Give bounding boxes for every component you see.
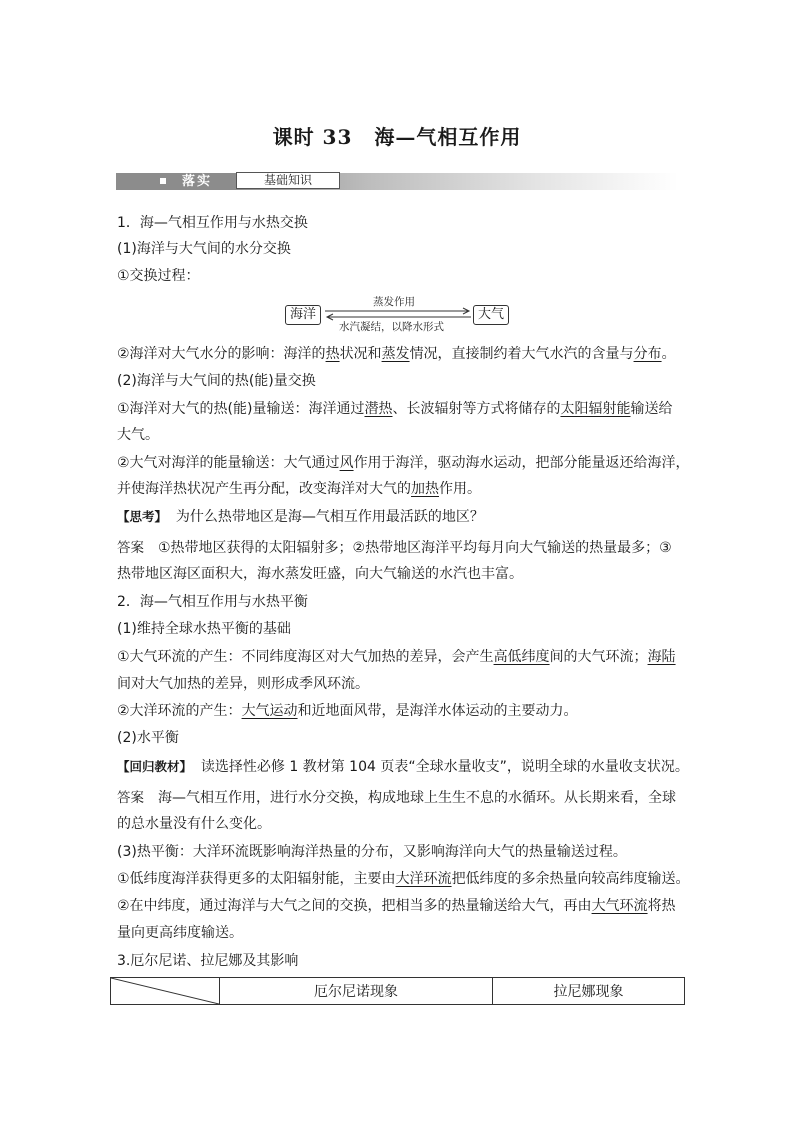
answer-1: 答案 ①热带地区获得的太阳辐射多；②热带地区海洋平均每月向大气输送的热量最多；③ <box>117 540 672 556</box>
section-header-bar <box>116 173 678 190</box>
enso-table <box>110 977 685 1005</box>
diagonal-line-icon <box>111 978 219 1004</box>
think-question: 【思考】 为什么热带地区是海—气相互作用最活跃的地区？ <box>117 509 484 525</box>
table-header-row <box>111 978 685 1005</box>
diagonal-header-cell <box>111 978 220 1005</box>
section-box-label: 基础知识 <box>236 172 340 189</box>
textbook-review: 【回归教材】 读选择性必修 1 教材第 104 页表“全球水量收支”，说明全球的水量收支状况。 <box>117 759 689 775</box>
heading-2: 2．海—气相互作用与水热平衡 <box>117 594 308 610</box>
paragraph-atmos-circulation: ①大气环流的产生：不同纬度海区对大气加热的差异，会产生高低纬度间的大气环流；海陆 <box>117 649 676 665</box>
paragraph-mid-latitude: ②在中纬度，通过海洋与大气之间的交换，把相当多的热量输送给大气，再由大气环流将热 <box>117 898 676 914</box>
atmosphere-box: 大气 <box>473 305 509 325</box>
section-label: 落实 <box>182 174 213 189</box>
paragraph-ocean-heat: ①海洋对大气的热(能)量输送：海洋通过潜热、长波辐射等方式将储存的太阳辐射能输送给 <box>117 401 673 417</box>
answer-2-cont: 的总水量没有什么变化。 <box>117 816 271 832</box>
paragraph-atmos-energy-cont: 并使海洋热状况产生再分配，改变海洋对大气的加热作用。 <box>117 481 481 497</box>
answer-2: 答案 海—气相互作用，进行水分交换，构成地球上生生不息的水循环。从长期来看，全球 <box>117 790 676 806</box>
ocean-box: 海洋 <box>285 305 321 325</box>
condensation-label: 水汽凝结，以降水形式 <box>339 321 444 333</box>
paragraph-ocean-effect: ②海洋对大气水分的影响：海洋的热状况和蒸发情况，直接制约着大气水汽的含量与分布。 <box>117 346 676 362</box>
subheading-2-2: (2)水平衡 <box>117 730 179 746</box>
paragraph-low-latitude: ①低纬度海洋获得更多的太阳辐射能，主要由大洋环流把低纬度的多余热量向较高纬度输送。 <box>117 871 690 887</box>
paragraph-ocean-circulation: ②大洋环流的产生：大气运动和近地面风带，是海洋水体运动的主要动力。 <box>117 703 578 719</box>
la-nina-header: 拉尼娜现象 <box>493 978 685 1005</box>
paragraph-mid-latitude-cont: 量向更高纬度输送。 <box>117 925 243 941</box>
evaporation-label: 蒸发作用 <box>373 296 415 308</box>
subheading-1-2: (2)海洋与大气间的热(能)量交换 <box>117 373 316 389</box>
subheading-1-1: (1)海洋与大气间的水分交换 <box>117 241 291 257</box>
square-bullet-icon <box>160 178 166 184</box>
answer-1-cont: 热带地区海区面积大，海水蒸发旺盛，向大气输送的水汽也丰富。 <box>117 566 523 582</box>
heading-3: 3.厄尔尼诺、拉尼娜及其影响 <box>117 953 299 969</box>
paragraph-atmos-energy: ②大气对海洋的能量输送：大气通过风作用于海洋，驱动海水运动，把部分能量返还给海洋， <box>117 455 690 471</box>
page-title: 课时 33 海—气相互作用 <box>272 125 522 149</box>
paragraph-exchange-process: ①交换过程： <box>117 268 200 284</box>
water-exchange-diagram <box>285 296 509 333</box>
subheading-2-1: (1)维持全球水热平衡的基础 <box>117 621 291 637</box>
el-nino-header: 厄尔尼诺现象 <box>220 978 493 1005</box>
heading-1: 1．海—气相互作用与水热交换 <box>117 215 308 231</box>
paragraph-atmos-circulation-cont: 间对大气加热的差异，则形成季风环流。 <box>117 676 369 692</box>
paragraph-ocean-heat-cont: 大气。 <box>117 427 159 443</box>
subheading-2-3: (3)热平衡：大洋环流既影响海洋热量的分布，又影响海洋向大气的热量输送过程。 <box>117 844 627 860</box>
